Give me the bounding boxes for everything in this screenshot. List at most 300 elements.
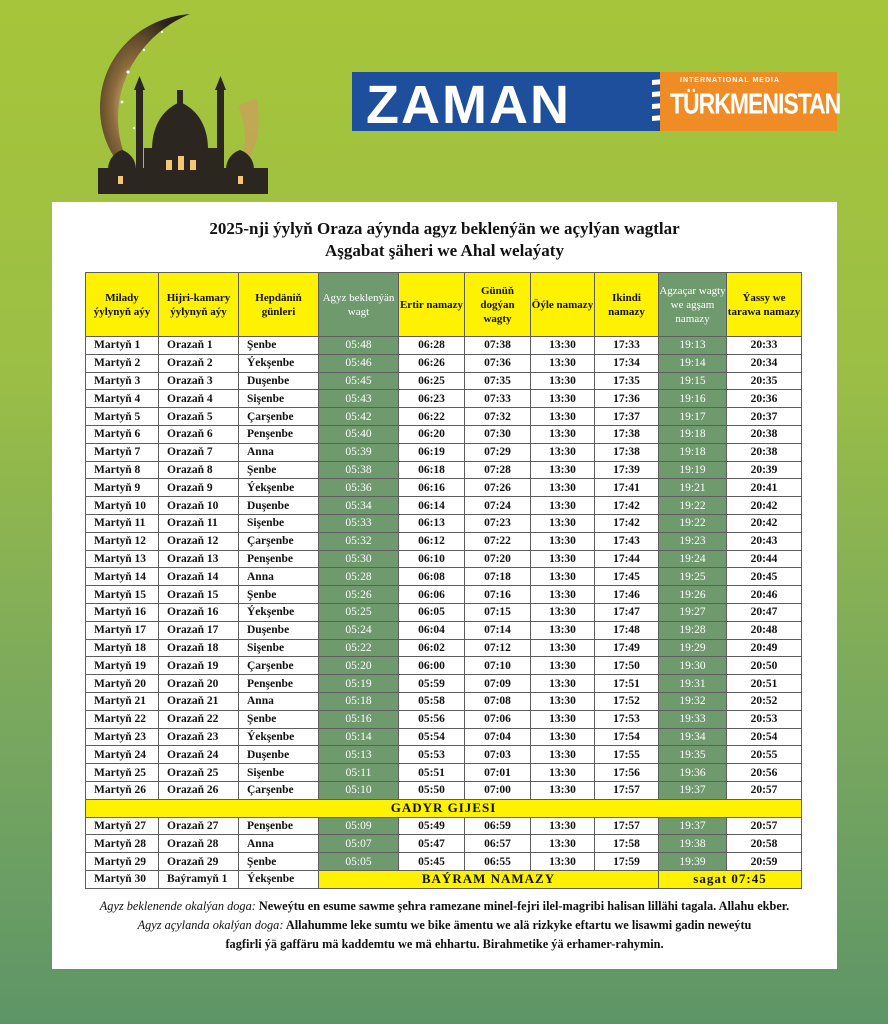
cell-isha: 20:55 [727,746,802,764]
table-row [86,675,802,693]
cell-isha: 20:38 [727,425,802,443]
cell-fast-start: 05:33 [319,514,399,532]
bayram-namazy-time: sagat 07:45 [659,870,802,888]
cell-iftar: 19:14 [659,354,727,372]
cell-iftar: 19:16 [659,390,727,408]
cell-hijri: Baýramyň 1 [159,870,239,888]
cell-fast-start: 05:22 [319,639,399,657]
cell-dhuhr: 13:30 [531,639,595,657]
cell-dhuhr: 13:30 [531,586,595,604]
table-row [86,425,802,443]
table-row [86,354,802,372]
cell-dhuhr: 13:30 [531,853,595,871]
cell-fajr: 06:26 [399,354,465,372]
cell-isha: 20:53 [727,710,802,728]
cell-iftar: 19:19 [659,461,727,479]
cell-weekday: Duşenbe [239,372,319,390]
table-row [86,817,802,835]
cell-date: Martyň 28 [86,835,159,853]
logo-orange-block [660,72,841,131]
cell-isha: 20:43 [727,532,802,550]
table-row [86,639,802,657]
cell-fast-start: 05:45 [319,372,399,390]
cell-sunrise: 07:36 [465,354,531,372]
logo-tagline: INTERNATIONAL MEDIA [680,77,781,84]
cell-fast-start: 05:09 [319,817,399,835]
cell-hijri: Orazaň 24 [159,746,239,764]
cell-weekday: Duşenbe [239,497,319,515]
dua-fast-break [52,918,837,933]
cell-weekday: Sişenbe [239,390,319,408]
cell-fast-start: 05:25 [319,603,399,621]
cell-isha: 20:51 [727,675,802,693]
cell-hijri: Orazaň 14 [159,568,239,586]
table-row [86,443,802,461]
cell-sunrise: 07:24 [465,497,531,515]
cell-date: Martyň 20 [86,675,159,693]
cell-dhuhr: 13:30 [531,835,595,853]
cell-dhuhr: 13:30 [531,657,595,675]
table-row [86,479,802,497]
cell-date: Martyň 4 [86,390,159,408]
cell-fajr: 06:08 [399,568,465,586]
cell-fast-start: 05:19 [319,675,399,693]
cell-hijri: Orazaň 22 [159,710,239,728]
cell-weekday: Anna [239,568,319,586]
cell-date: Martyň 19 [86,657,159,675]
cell-sunrise: 07:29 [465,443,531,461]
cell-hijri: Orazaň 29 [159,853,239,871]
cell-fajr: 06:05 [399,603,465,621]
cell-isha: 20:38 [727,443,802,461]
dua-label-2: Agyz açylanda okalýan doga: [137,918,284,932]
cell-dhuhr: 13:30 [531,337,595,355]
cell-date: Martyň 21 [86,692,159,710]
cell-hijri: Orazaň 16 [159,603,239,621]
cell-hijri: Orazaň 8 [159,461,239,479]
cell-sunrise: 07:26 [465,479,531,497]
cell-hijri: Orazaň 4 [159,390,239,408]
cell-date: Martyň 12 [86,532,159,550]
cell-asr: 17:42 [595,497,659,515]
cell-asr: 17:57 [595,781,659,799]
logo-blue-block [352,72,660,135]
cell-date: Martyň 16 [86,603,159,621]
cell-iftar: 19:38 [659,835,727,853]
cell-dhuhr: 13:30 [531,479,595,497]
cell-fast-start: 05:24 [319,621,399,639]
cell-fajr: 06:04 [399,621,465,639]
cell-date: Martyň 2 [86,354,159,372]
cell-weekday: Şenbe [239,461,319,479]
cell-weekday: Çarşenbe [239,657,319,675]
cell-iftar: 19:30 [659,657,727,675]
cell-iftar: 19:23 [659,532,727,550]
cell-fast-start: 05:43 [319,390,399,408]
cell-weekday: Çarşenbe [239,408,319,426]
cell-fast-start: 05:48 [319,337,399,355]
cell-hijri: Orazaň 15 [159,586,239,604]
cell-isha: 20:45 [727,568,802,586]
cell-sunrise: 07:04 [465,728,531,746]
cell-hijri: Orazaň 2 [159,354,239,372]
cell-hijri: Orazaň 1 [159,337,239,355]
cell-hijri: Orazaň 18 [159,639,239,657]
cell-iftar: 19:31 [659,675,727,693]
cell-fajr: 06:28 [399,337,465,355]
cell-sunrise: 06:55 [465,853,531,871]
cell-fajr: 05:54 [399,728,465,746]
cell-iftar: 19:29 [659,639,727,657]
cell-fajr: 05:50 [399,781,465,799]
cell-hijri: Orazaň 23 [159,728,239,746]
cell-hijri: Orazaň 9 [159,479,239,497]
gadyr-gijesi-label: GADYR GIJESI [86,799,802,817]
cell-weekday: Sişenbe [239,639,319,657]
cell-fajr: 06:16 [399,479,465,497]
dua-fast-start [52,899,837,914]
cell-asr: 17:36 [595,390,659,408]
cell-date: Martyň 23 [86,728,159,746]
cell-fast-start: 05:39 [319,443,399,461]
table-row [86,728,802,746]
cell-fajr: 05:59 [399,675,465,693]
cell-fajr: 06:02 [399,639,465,657]
cell-sunrise: 07:35 [465,372,531,390]
table-row [86,657,802,675]
cell-fast-start: 05:16 [319,710,399,728]
cell-dhuhr: 13:30 [531,710,595,728]
cell-sunrise: 07:09 [465,675,531,693]
cell-weekday: Şenbe [239,710,319,728]
cell-fajr: 05:51 [399,764,465,782]
cell-asr: 17:38 [595,425,659,443]
cell-isha: 20:44 [727,550,802,568]
cell-isha: 20:42 [727,497,802,515]
cell-weekday: Duşenbe [239,746,319,764]
table-row [86,337,802,355]
cell-sunrise: 07:32 [465,408,531,426]
cell-weekday: Çarşenbe [239,781,319,799]
cell-weekday: Penşenbe [239,425,319,443]
cell-hijri: Orazaň 5 [159,408,239,426]
cell-sunrise: 07:10 [465,657,531,675]
dua-text-3: fagfirli ýä gaffäru mä kaddemtu we mä ehhartu. Birahmetike ýä erhamer-rahymin. [225,937,664,951]
col-header-weekday: Hepdäniň günleri [239,273,319,337]
table-row [86,710,802,728]
cell-date: Martyň 10 [86,497,159,515]
cell-dhuhr: 13:30 [531,817,595,835]
cell-asr: 17:38 [595,443,659,461]
cell-fast-start: 05:11 [319,764,399,782]
cell-dhuhr: 13:30 [531,728,595,746]
cell-fast-start: 05:36 [319,479,399,497]
cell-hijri: Orazaň 17 [159,621,239,639]
bayram-namazy-label: BAÝRAM NAMAZY [319,870,659,888]
cell-iftar: 19:36 [659,764,727,782]
cell-weekday: Penşenbe [239,817,319,835]
cell-fast-start: 05:28 [319,568,399,586]
cell-sunrise: 07:20 [465,550,531,568]
cell-weekday: Anna [239,835,319,853]
table-header-row [86,273,802,337]
table-row [86,532,802,550]
cell-weekday: Sişenbe [239,764,319,782]
table-row [86,514,802,532]
cell-hijri: Orazaň 25 [159,764,239,782]
cell-fast-start: 05:34 [319,497,399,515]
cell-sunrise: 07:08 [465,692,531,710]
cell-fast-start: 05:13 [319,746,399,764]
table-body [86,337,802,889]
cell-weekday: Duşenbe [239,621,319,639]
cell-dhuhr: 13:30 [531,461,595,479]
cell-fajr: 06:19 [399,443,465,461]
table-row [86,781,802,799]
col-header-fajr: Ertir namazy [399,273,465,337]
cell-dhuhr: 13:30 [531,550,595,568]
table-row [86,408,802,426]
cell-dhuhr: 13:30 [531,764,595,782]
cell-weekday: Penşenbe [239,550,319,568]
table-row [86,372,802,390]
cell-weekday: Şenbe [239,586,319,604]
cell-iftar: 19:13 [659,337,727,355]
cell-asr: 17:52 [595,692,659,710]
cell-fajr: 06:12 [399,532,465,550]
cell-asr: 17:55 [595,746,659,764]
col-header-asr: Ikindi namazy [595,273,659,337]
page-subtitle: Aşgabat şäheri we Ahal welaýaty [325,241,564,260]
cell-fajr: 05:47 [399,835,465,853]
cell-iftar: 19:34 [659,728,727,746]
cell-isha: 20:37 [727,408,802,426]
cell-fast-start: 05:18 [319,692,399,710]
cell-iftar: 19:39 [659,853,727,871]
cell-dhuhr: 13:30 [531,390,595,408]
cell-date: Martyň 26 [86,781,159,799]
cell-date: Martyň 8 [86,461,159,479]
cell-iftar: 19:18 [659,443,727,461]
cell-date: Martyň 6 [86,425,159,443]
cell-isha: 20:59 [727,853,802,871]
cell-date: Martyň 9 [86,479,159,497]
page-title: 2025-nji ýylyň Oraza aýynda agyz beklenýän we açylýan wagtlar [209,219,680,238]
cell-asr: 17:43 [595,532,659,550]
table-row [86,621,802,639]
col-header-isha: Ýassy we tarawa namazy [727,273,802,337]
cell-fajr: 06:13 [399,514,465,532]
cell-fast-start: 05:14 [319,728,399,746]
cell-isha: 20:46 [727,586,802,604]
cell-iftar: 19:27 [659,603,727,621]
cell-weekday: Ýekşenbe [239,728,319,746]
cell-fast-start: 05:10 [319,781,399,799]
cell-iftar: 19:32 [659,692,727,710]
cell-asr: 17:34 [595,354,659,372]
cell-date: Martyň 14 [86,568,159,586]
cell-date: Martyň 24 [86,746,159,764]
cell-sunrise: 07:14 [465,621,531,639]
cell-hijri: Orazaň 7 [159,443,239,461]
cell-date: Martyň 27 [86,817,159,835]
table-row [86,461,802,479]
cell-fajr: 05:45 [399,853,465,871]
cell-fajr: 06:22 [399,408,465,426]
cell-asr: 17:46 [595,586,659,604]
cell-isha: 20:58 [727,835,802,853]
cell-date: Martyň 15 [86,586,159,604]
table-row [86,692,802,710]
cell-isha: 20:33 [727,337,802,355]
cell-isha: 20:56 [727,764,802,782]
cell-isha: 20:49 [727,639,802,657]
cell-fast-start: 05:30 [319,550,399,568]
cell-sunrise: 07:12 [465,639,531,657]
table-row [86,568,802,586]
cell-asr: 17:37 [595,408,659,426]
cell-asr: 17:42 [595,514,659,532]
cell-isha: 20:47 [727,603,802,621]
cell-fajr: 05:53 [399,746,465,764]
cell-sunrise: 07:30 [465,425,531,443]
cell-asr: 17:39 [595,461,659,479]
cell-dhuhr: 13:30 [531,603,595,621]
cell-isha: 20:39 [727,461,802,479]
cell-hijri: Orazaň 6 [159,425,239,443]
cell-isha: 20:57 [727,817,802,835]
cell-sunrise: 07:01 [465,764,531,782]
table-row [86,390,802,408]
table-row [86,497,802,515]
cell-asr: 17:56 [595,764,659,782]
cell-date: Martyň 13 [86,550,159,568]
cell-hijri: Orazaň 27 [159,817,239,835]
cell-weekday: Şenbe [239,853,319,871]
cell-weekday: Ýekşenbe [239,354,319,372]
cell-asr: 17:54 [595,728,659,746]
cell-isha: 20:50 [727,657,802,675]
logo-country: TÜRKMENISTAN [670,87,841,120]
cell-fast-start: 05:20 [319,657,399,675]
cell-iftar: 19:15 [659,372,727,390]
cell-dhuhr: 13:30 [531,514,595,532]
cell-date: Martyň 7 [86,443,159,461]
cell-fajr: 06:00 [399,657,465,675]
cell-weekday: Çarşenbe [239,532,319,550]
cell-asr: 17:44 [595,550,659,568]
cell-weekday: Penşenbe [239,675,319,693]
zaman-logo [352,72,841,135]
table-row [86,764,802,782]
cell-hijri: Orazaň 19 [159,657,239,675]
col-header-dhuhr: Öýle namazy [531,273,595,337]
cell-sunrise: 06:57 [465,835,531,853]
cell-asr: 17:41 [595,479,659,497]
cell-isha: 20:41 [727,479,802,497]
table-row [86,853,802,871]
cell-date: Martyň 11 [86,514,159,532]
cell-iftar: 19:25 [659,568,727,586]
cell-weekday: Anna [239,443,319,461]
cell-isha: 20:48 [727,621,802,639]
cell-asr: 17:33 [595,337,659,355]
cell-isha: 20:52 [727,692,802,710]
table-row [86,550,802,568]
col-header-iftar: Agzaçar wagty we agşam namazy [659,273,727,337]
cell-dhuhr: 13:30 [531,354,595,372]
cell-asr: 17:58 [595,835,659,853]
cell-iftar: 19:22 [659,514,727,532]
gadyr-gijesi-row [86,799,802,817]
cell-hijri: Orazaň 26 [159,781,239,799]
cell-date: Martyň 29 [86,853,159,871]
cell-dhuhr: 13:30 [531,408,595,426]
cell-weekday: Şenbe [239,337,319,355]
cell-hijri: Orazaň 28 [159,835,239,853]
table-row [86,870,802,888]
cell-weekday: Anna [239,692,319,710]
cell-hijri: Orazaň 11 [159,514,239,532]
cell-fajr: 06:10 [399,550,465,568]
cell-dhuhr: 13:30 [531,425,595,443]
cell-asr: 17:53 [595,710,659,728]
cell-iftar: 19:35 [659,746,727,764]
dua-fast-break-cont [52,937,837,952]
cell-asr: 17:47 [595,603,659,621]
cell-sunrise: 07:28 [465,461,531,479]
cell-iftar: 19:24 [659,550,727,568]
cell-weekday: Ýekşenbe [239,870,319,888]
cell-weekday: Ýekşenbe [239,603,319,621]
table-row [86,835,802,853]
cell-hijri: Orazaň 21 [159,692,239,710]
cell-sunrise: 07:00 [465,781,531,799]
cell-iftar: 19:33 [659,710,727,728]
cell-hijri: Orazaň 3 [159,372,239,390]
cell-isha: 20:54 [727,728,802,746]
cell-asr: 17:35 [595,372,659,390]
cell-asr: 17:48 [595,621,659,639]
cell-iftar: 19:26 [659,586,727,604]
cell-sunrise: 07:15 [465,603,531,621]
table-row [86,603,802,621]
cell-sunrise: 07:22 [465,532,531,550]
cell-iftar: 19:28 [659,621,727,639]
cell-asr: 17:45 [595,568,659,586]
col-header-hijri: Hijri-kamary ýylynyň aýy [159,273,239,337]
cell-iftar: 19:37 [659,781,727,799]
cell-weekday: Sişenbe [239,514,319,532]
cell-iftar: 19:18 [659,425,727,443]
cell-sunrise: 07:38 [465,337,531,355]
cell-fast-start: 05:46 [319,354,399,372]
table-row [86,746,802,764]
cell-isha: 20:36 [727,390,802,408]
cell-isha: 20:42 [727,514,802,532]
cell-asr: 17:59 [595,853,659,871]
table-row [86,586,802,604]
cell-isha: 20:34 [727,354,802,372]
cell-date: Martyň 3 [86,372,159,390]
cell-dhuhr: 13:30 [531,532,595,550]
cell-fast-start: 05:07 [319,835,399,853]
cell-iftar: 19:22 [659,497,727,515]
cell-fast-start: 05:26 [319,586,399,604]
cell-dhuhr: 13:30 [531,568,595,586]
cell-date: Martyň 22 [86,710,159,728]
cell-fajr: 05:49 [399,817,465,835]
